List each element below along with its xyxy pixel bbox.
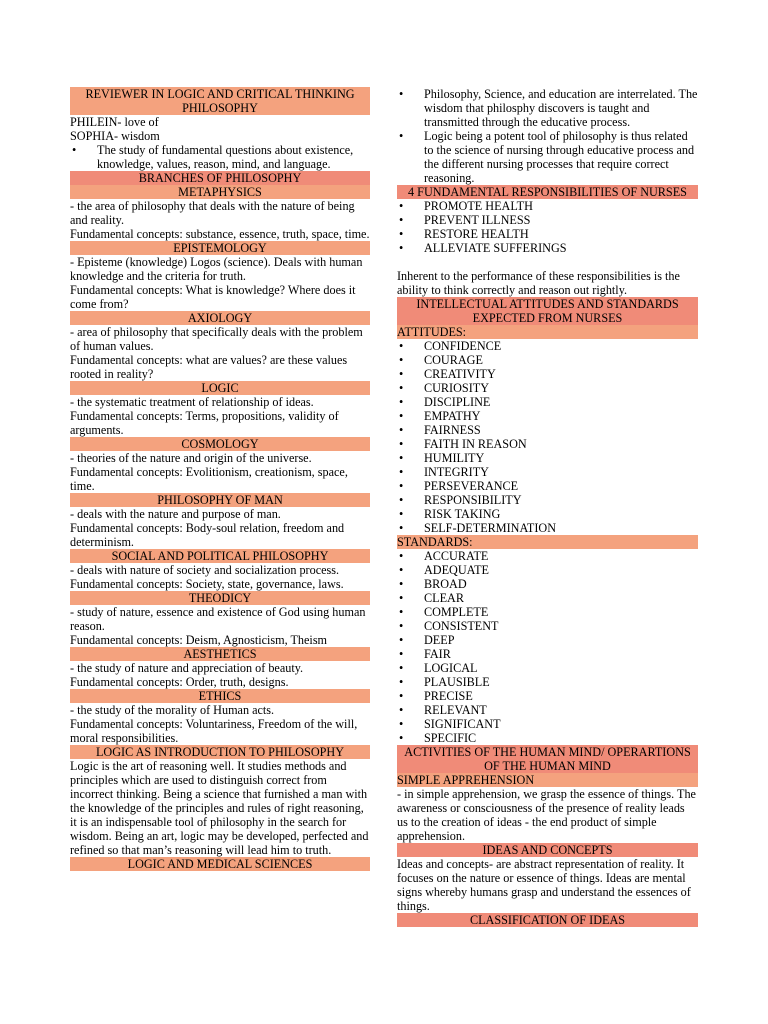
ideas-concepts-text: Ideas and concepts- are abstract representation of reality. It focuses on the nature or essence of things. Ideas are mental signs whereby humans grasp and understand the essences of things. — [397, 857, 691, 913]
epistemology-heading: EPISTEMOLOGY — [70, 241, 370, 255]
list-item: • ALLEVIATE SUFFERINGS — [397, 241, 698, 255]
logic-intro-heading: LOGIC AS INTRODUCTION TO PHILOSOPHY — [70, 745, 370, 759]
list-item: • Philosophy, Science, and education are interrelated. The wisdom that philosphy discovers is taught and transmitted through the educative process. — [397, 87, 698, 129]
list-item: • FAIRNESS — [397, 423, 698, 437]
spacer — [397, 255, 698, 269]
list-item: • PREVENT ILLNESS — [397, 213, 698, 227]
list-item: • RESTORE HEALTH — [397, 227, 698, 241]
classification-heading: CLASSIFICATION OF IDEAS — [397, 913, 698, 927]
metaphysics-heading: METAPHYSICS — [70, 185, 370, 199]
cosmology-concepts: Fundamental concepts: Evolitionism, creationism, space, time. — [70, 465, 348, 493]
list-item: • PROMOTE HEALTH — [397, 199, 698, 213]
philosophy-of-man-heading: PHILOSOPHY OF MAN — [70, 493, 370, 507]
standards-list — [397, 549, 698, 745]
logic-intro-text: Logic is the art of reasoning well. It studies methods and principles which are used to distinguish correct from incorrect thinking. Being a science that furnished a man with the knowledge of the principles and rules of right reasoning, it is an indispensable tool of philosophy in the search for wisdom. Being an art, logic may be developed, perfected and refined so that man’s reasoning will lead him to truth. — [70, 759, 369, 857]
cosmology-text: - theories of the nature and origin of the universe. — [70, 451, 312, 465]
list-item: • RISK TAKING — [397, 507, 698, 521]
branches-heading: BRANCHES OF PHILOSOPHY — [70, 171, 370, 185]
sophia-definition: SOPHIA- wisdom — [70, 129, 160, 143]
list-item: • CONSISTENT — [397, 619, 698, 633]
axiology-concepts: Fundamental concepts: what are values? are these values rooted in reality? — [70, 353, 348, 381]
simple-apprehension-heading: SIMPLE APPREHENSION — [397, 773, 698, 787]
list-item: • CONFIDENCE — [397, 339, 698, 353]
theodicy-text: - study of nature, essence and existence of God using human reason. — [70, 605, 366, 633]
list-item: • COMPLETE — [397, 605, 698, 619]
responsibilities-heading: 4 FUNDAMENTAL RESPONSIBILITIES OF NURSES — [397, 185, 698, 199]
intellectual-heading: INTELLECTUAL ATTITUDES AND STANDARDS EXPECTED FROM NURSES — [397, 297, 698, 325]
aesthetics-text: - the study of nature and appreciation of beauty. — [70, 661, 304, 675]
logic-text: - the systematic treatment of relationship of ideas. — [70, 395, 314, 409]
simple-apprehension-text: - in simple apprehension, we grasp the essence of things. The awareness or consciousness of the presence of reality leads us to the creation of ideas - the end product of simple apprehension. — [397, 787, 696, 843]
list-item: • CLEAR — [397, 591, 698, 605]
logic-heading: LOGIC — [70, 381, 370, 395]
list-item: • RESPONSIBILITY — [397, 493, 698, 507]
responsibilities-list — [397, 199, 698, 255]
list-item: • CURIOSITY — [397, 381, 698, 395]
theodicy-concepts: Fundamental concepts: Deism, Agnosticism, Theism — [70, 633, 328, 647]
ideas-concepts-heading: IDEAS AND CONCEPTS — [397, 843, 698, 857]
list-item: • ACCURATE — [397, 549, 698, 563]
list-item: • RELEVANT — [397, 703, 698, 717]
social-political-text: - deals with nature of society and socialization process. — [70, 563, 340, 577]
list-item: • FAIR — [397, 647, 698, 661]
right-column — [397, 87, 698, 927]
philosophy-of-man-concepts: Fundamental concepts: Body-soul relation, freedom and determinism. — [70, 521, 345, 549]
list-item: • EMPATHY — [397, 409, 698, 423]
list-item: • PERSEVERANCE — [397, 479, 698, 493]
list-item: • SELF-DETERMINATION — [397, 521, 698, 535]
attitudes-heading: ATTITUDES: — [397, 325, 698, 339]
attitudes-list — [397, 339, 698, 535]
list-item: • PLAUSIBLE — [397, 675, 698, 689]
list-item: • INTEGRITY — [397, 465, 698, 479]
list-item: • CREATIVITY — [397, 367, 698, 381]
aesthetics-heading: AESTHETICS — [70, 647, 370, 661]
social-political-concepts: Fundamental concepts: Society, state, governance, laws. — [70, 577, 344, 591]
social-political-heading: SOCIAL AND POLITICAL PHILOSOPHY — [70, 549, 370, 563]
ethics-text: - the study of the morality of Human acts. — [70, 703, 275, 717]
logic-concepts: Fundamental concepts: Terms, propositions, validity of arguments. — [70, 409, 339, 437]
left-column — [70, 87, 370, 871]
theodicy-heading: THEODICY — [70, 591, 370, 605]
aesthetics-concepts: Fundamental concepts: Order, truth, designs. — [70, 675, 289, 689]
philosophy-of-man-text: - deals with the nature and purpose of man. — [70, 507, 281, 521]
list-item: • DISCIPLINE — [397, 395, 698, 409]
list-item: • Logic being a potent tool of philosophy is thus related to the science of nursing through educative process and the different nursing processes that require correct reasoning. — [397, 129, 698, 185]
list-item: • BROAD — [397, 577, 698, 591]
list-item: • COURAGE — [397, 353, 698, 367]
philosophy-heading: PHILOSOPHY — [70, 101, 370, 115]
cosmology-heading: COSMOLOGY — [70, 437, 370, 451]
metaphysics-concepts: Fundamental concepts: substance, essence, truth, space, time. — [70, 227, 370, 241]
list-item: • HUMILITY — [397, 451, 698, 465]
axiology-heading: AXIOLOGY — [70, 311, 370, 325]
standards-heading: STANDARDS: — [397, 535, 698, 549]
epistemology-concepts: Fundamental concepts: What is knowledge? Where does it come from? — [70, 283, 356, 311]
metaphysics-text: - the area of philosophy that deals with the nature of being and reality. — [70, 199, 355, 227]
philosophy-bullet: • The study of fundamental questions about existence, knowledge, values, reason, mind, and language. — [70, 143, 370, 171]
list-item: • LOGICAL — [397, 661, 698, 675]
axiology-text: - area of philosophy that specifically deals with the problem of human values. — [70, 325, 363, 353]
epistemology-text: - Episteme (knowledge) Logos (science). Deals with human knowledge and the criteria for truth. — [70, 255, 363, 283]
philein-definition: PHILEIN- love of — [70, 115, 159, 129]
ethics-heading: ETHICS — [70, 689, 370, 703]
list-item: • ADEQUATE — [397, 563, 698, 577]
list-item: • FAITH IN REASON — [397, 437, 698, 451]
activities-heading: ACTIVITIES OF THE HUMAN MIND/ OPERARTIONS OF THE HUMAN MIND — [397, 745, 698, 773]
document-title: REVIEWER IN LOGIC AND CRITICAL THINKING — [70, 87, 370, 101]
list-item: • SPECIFIC — [397, 731, 698, 745]
inherent-text: Inherent to the performance of these responsibilities is the ability to think correctly and reason out rightly. — [397, 269, 680, 297]
list-item: • PRECISE — [397, 689, 698, 703]
intro-bullet-list — [397, 87, 698, 185]
logic-medical-heading: LOGIC AND MEDICAL SCIENCES — [70, 857, 370, 871]
list-item: • DEEP — [397, 633, 698, 647]
ethics-concepts: Fundamental concepts: Voluntariness, Freedom of the will, moral responsibilities. — [70, 717, 358, 745]
philosophy-bullet-list — [70, 143, 370, 171]
list-item: • SIGNIFICANT — [397, 717, 698, 731]
